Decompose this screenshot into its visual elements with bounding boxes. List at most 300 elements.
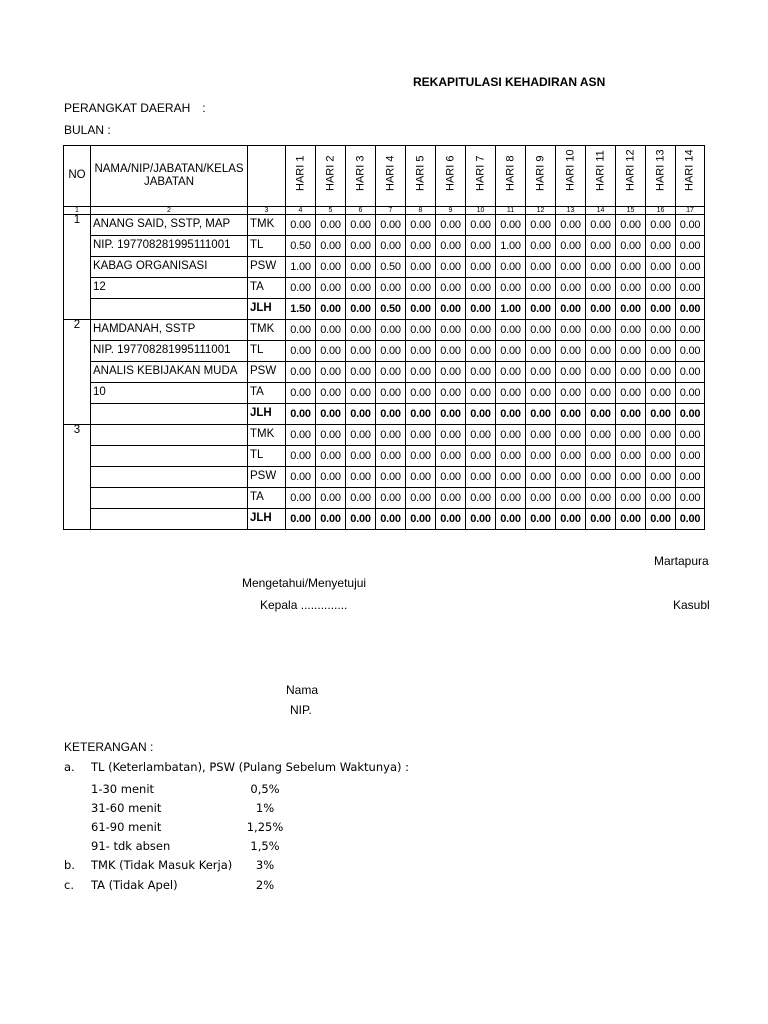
day-value: 0.00 [586,299,616,320]
index-cell-6: 6 [346,207,376,215]
day-value: 0.00 [466,236,496,257]
signature-nip: NIP. [290,703,312,717]
table-row [64,425,705,446]
day-value: 0.00 [526,278,556,299]
month-label: BULAN : [64,123,111,137]
day-value: 0.00 [526,215,556,236]
index-cell-14: 14 [586,207,616,215]
day-value: 0.00 [406,236,436,257]
day-value: 0.00 [646,425,676,446]
table-row [64,446,705,467]
day-value: 0.00 [436,299,466,320]
day-value: 0.00 [646,446,676,467]
record-no: 3 [64,425,91,530]
day-value: 0.00 [466,488,496,509]
day-value: 0.00 [286,467,316,488]
note-label: 31-60 menit [91,801,162,815]
day-value: 0.00 [556,404,586,425]
index-cell-17: 17 [676,207,705,215]
record-info: 12 [91,278,248,299]
record-info [91,509,248,530]
note-marker: b. [64,858,75,872]
org-label [64,101,206,115]
day-value: 0.00 [346,362,376,383]
day-value: 0.00 [496,383,526,404]
document-title: REKAPITULASI KEHADIRAN ASN [413,75,606,89]
header-day-9 [526,146,556,207]
day-value: 0.00 [526,257,556,278]
row-code: TL [248,341,286,362]
day-value: 0.00 [526,362,556,383]
note-value: 1,25% [246,820,284,834]
day-value: 0.00 [406,278,436,299]
day-value: 0.00 [676,467,705,488]
day-value: 0.00 [346,257,376,278]
day-value: 0.00 [646,383,676,404]
day-value: 0.00 [496,215,526,236]
day-value: 0.00 [376,278,406,299]
day-value: 0.00 [586,215,616,236]
day-value: 0.00 [556,425,586,446]
table-row [64,299,705,320]
day-value: 0.00 [286,509,316,530]
note-label: 1-30 menit [91,782,155,796]
day-value: 0.00 [526,341,556,362]
day-value: 0.00 [526,446,556,467]
day-value: 0.50 [376,257,406,278]
day-value: 0.00 [526,299,556,320]
day-value: 0.00 [526,425,556,446]
index-cell-13: 13 [556,207,586,215]
day-value: 0.00 [346,320,376,341]
day-value: 0.00 [616,278,646,299]
day-value: 0.00 [616,446,646,467]
day-value: 0.00 [586,362,616,383]
row-code: PSW [248,467,286,488]
day-value: 0.00 [316,257,346,278]
header-day-2 [316,146,346,207]
day-value: 0.00 [646,299,676,320]
day-value: 0.00 [346,299,376,320]
header-day-label: HARI 14 [683,149,696,191]
day-value: 0.00 [556,236,586,257]
header-day-label: HARI 8 [504,155,516,191]
day-value: 0.00 [286,341,316,362]
day-value: 0.00 [406,362,436,383]
day-value: 0.00 [346,467,376,488]
index-cell-1: 1 [64,207,91,215]
index-cell-9: 9 [436,207,466,215]
day-value: 0.00 [316,509,346,530]
day-value: 0.00 [496,362,526,383]
table-header-row [64,146,705,207]
header-day-10 [556,146,586,207]
row-code: TA [248,488,286,509]
day-value: 0.00 [286,320,316,341]
day-value: 0.00 [346,383,376,404]
note-label: TL (Keterlambatan), PSW (Pulang Sebelum Waktunya) : [91,760,410,774]
record-info [91,299,248,320]
day-value: 0.00 [556,341,586,362]
header-day-label: HARI 2 [324,155,336,191]
day-value: 0.00 [526,488,556,509]
record-info [91,404,248,425]
signature-kasub: Kasubl [673,598,710,612]
table-row [64,467,705,488]
day-value: 0.00 [286,215,316,236]
day-value: 0.00 [616,215,646,236]
day-value: 0.00 [436,320,466,341]
index-cell-10: 10 [466,207,496,215]
header-day-label: HARI 6 [444,155,456,191]
day-value: 0.00 [406,257,436,278]
header-day-6 [436,146,466,207]
table-row [64,488,705,509]
day-value: 0.00 [406,425,436,446]
day-value: 0.00 [556,278,586,299]
day-value: 0.00 [496,341,526,362]
day-value: 0.00 [496,467,526,488]
record-no: 2 [64,320,91,425]
day-value: 0.00 [586,320,616,341]
day-value: 0.00 [436,425,466,446]
day-value: 0.00 [406,215,436,236]
record-info [91,467,248,488]
note-value: 1% [255,801,275,815]
day-value: 0.00 [316,488,346,509]
day-value: 0.00 [526,383,556,404]
record-info [91,446,248,467]
header-day-label: HARI 5 [414,155,426,191]
day-value: 0.00 [496,278,526,299]
table-row [64,362,705,383]
record-info: ANALIS KEBIJAKAN MUDA [91,362,248,383]
note-value: 1,5% [250,839,280,853]
signature-place: Martapura [654,554,709,568]
day-value: 1.00 [496,299,526,320]
header-day-label: HARI 7 [474,155,486,191]
day-value: 0.00 [496,257,526,278]
header-day-label: HARI 4 [384,155,396,191]
table-row [64,383,705,404]
day-value: 1.00 [286,257,316,278]
day-value: 0.00 [376,446,406,467]
day-value: 0.00 [406,467,436,488]
header-day-8 [496,146,526,207]
row-code: TA [248,383,286,404]
day-value: 0.00 [676,425,705,446]
day-value: 0.00 [316,236,346,257]
day-value: 0.00 [436,404,466,425]
day-value: 0.00 [346,446,376,467]
header-day-1 [286,146,316,207]
day-value: 0.00 [406,299,436,320]
day-value: 0.00 [436,488,466,509]
signature-head: Kepala .............. [260,598,348,612]
signature-name: Nama [286,683,319,697]
header-day-label: HARI 3 [354,155,366,191]
day-value: 0.00 [586,425,616,446]
table-row [64,404,705,425]
record-no: 1 [64,215,91,320]
day-value: 0.00 [466,446,496,467]
day-value: 0.00 [286,362,316,383]
day-value: 0.00 [586,278,616,299]
day-value: 0.00 [616,467,646,488]
day-value: 0.00 [376,236,406,257]
day-value: 0.00 [376,362,406,383]
day-value: 0.00 [556,320,586,341]
row-code: PSW [248,362,286,383]
record-info: KABAG ORGANISASI [91,257,248,278]
day-value: 0.00 [466,383,496,404]
day-value: 0.00 [556,383,586,404]
day-value: 0.00 [466,362,496,383]
header-day-5 [406,146,436,207]
table-row [64,278,705,299]
day-value: 0.00 [286,404,316,425]
table-row [64,236,705,257]
day-value: 0.00 [616,341,646,362]
note-marker: a. [64,760,75,774]
day-value: 0.00 [286,383,316,404]
day-value: 0.00 [316,383,346,404]
day-value: 0.00 [676,278,705,299]
day-value: 0.00 [586,467,616,488]
day-value: 0.00 [676,446,705,467]
day-value: 0.00 [526,467,556,488]
day-value: 0.50 [376,299,406,320]
day-value: 0.00 [466,467,496,488]
day-value: 0.00 [676,215,705,236]
day-value: 0.00 [406,488,436,509]
day-value: 0.00 [346,278,376,299]
note-value: 2% [255,878,275,892]
header-day-label: HARI 10 [564,149,576,191]
day-value: 0.00 [286,446,316,467]
day-value: 0.00 [646,467,676,488]
day-value: 0.00 [466,278,496,299]
day-value: 0.00 [646,509,676,530]
index-row [64,207,705,215]
row-code: TL [248,236,286,257]
day-value: 0.00 [436,509,466,530]
day-value: 0.00 [466,215,496,236]
day-value: 0.00 [376,404,406,425]
day-value: 0.00 [676,509,705,530]
day-value: 0.00 [286,278,316,299]
day-value: 0.00 [436,467,466,488]
index-cell-5: 5 [316,207,346,215]
row-code: JLH [248,509,286,530]
day-value: 0.00 [376,341,406,362]
table-row [64,215,705,236]
day-value: 0.00 [556,509,586,530]
day-value: 0.00 [556,446,586,467]
day-value: 0.00 [586,341,616,362]
note-label: TMK (Tidak Masuk Kerja) [91,858,233,872]
index-cell-2: 2 [91,207,248,215]
table-row [64,257,705,278]
day-value: 0.00 [346,215,376,236]
index-cell-12: 12 [526,207,556,215]
day-value: 0.00 [316,278,346,299]
day-value: 0.00 [676,299,705,320]
day-value: 0.00 [466,509,496,530]
day-value: 0.00 [526,320,556,341]
index-cell-4: 4 [286,207,316,215]
day-value: 0.00 [406,383,436,404]
day-value: 0.00 [496,488,526,509]
day-value: 0.00 [496,404,526,425]
day-value: 0.00 [676,341,705,362]
day-value: 0.00 [346,404,376,425]
header-name: NAMA/NIP/JABATAN/KELAS JABATAN [91,146,248,207]
header-day-11 [586,146,616,207]
row-code: TMK [248,320,286,341]
day-value: 0.00 [676,320,705,341]
day-value: 0.00 [676,404,705,425]
day-value: 0.00 [376,509,406,530]
day-value: 0.00 [466,257,496,278]
index-cell-8: 8 [406,207,436,215]
day-value: 0.00 [676,383,705,404]
day-value: 0.00 [526,404,556,425]
record-info [91,488,248,509]
record-info: NIP. 197708281995111001 [91,341,248,362]
day-value: 0.00 [646,257,676,278]
header-day-4 [376,146,406,207]
day-value: 0.00 [616,362,646,383]
header-day-label: HARI 13 [654,149,666,191]
day-value: 0.00 [556,257,586,278]
index-cell-7: 7 [376,207,406,215]
day-value: 0.00 [616,257,646,278]
day-value: 0.00 [436,383,466,404]
note-label: TA (Tidak Apel) [91,878,178,892]
day-value: 0.00 [496,425,526,446]
day-value: 0.00 [406,509,436,530]
day-value: 0.00 [316,320,346,341]
day-value: 0.00 [346,341,376,362]
day-value: 0.00 [436,446,466,467]
day-value: 0.00 [316,404,346,425]
day-value: 0.00 [496,446,526,467]
day-value: 0.00 [376,320,406,341]
day-value: 0.00 [646,320,676,341]
day-value: 0.50 [286,236,316,257]
day-value: 0.00 [646,488,676,509]
day-value: 0.00 [346,509,376,530]
day-value: 0.00 [436,236,466,257]
day-value: 0.00 [586,404,616,425]
day-value: 0.00 [526,509,556,530]
header-day-label: HARI 12 [624,149,636,191]
header-code-blank [248,146,286,207]
header-day-7 [466,146,496,207]
day-value: 0.00 [466,341,496,362]
index-cell-3: 3 [248,207,286,215]
header-day-3 [346,146,376,207]
day-value: 0.00 [406,320,436,341]
table-row [64,341,705,362]
day-value: 0.00 [496,320,526,341]
day-value: 0.00 [436,215,466,236]
day-value: 0.00 [646,341,676,362]
day-value: 0.00 [316,446,346,467]
day-value: 0.00 [616,236,646,257]
day-value: 0.00 [556,299,586,320]
note-label: 91- tdk absen [91,839,171,853]
day-value: 0.00 [406,404,436,425]
header-day-13 [646,146,676,207]
day-value: 0.00 [616,383,646,404]
day-value: 0.00 [556,215,586,236]
row-code: TMK [248,425,286,446]
day-value: 0.00 [646,404,676,425]
day-value: 0.00 [496,509,526,530]
day-value: 0.00 [676,362,705,383]
day-value: 0.00 [466,299,496,320]
day-value: 0.00 [556,362,586,383]
day-value: 0.00 [466,425,496,446]
day-value: 0.00 [646,278,676,299]
table-row [64,509,705,530]
note-label: 61-90 menit [91,820,162,834]
day-value: 0.00 [676,257,705,278]
day-value: 0.00 [616,404,646,425]
day-value: 0.00 [316,215,346,236]
day-value: 0.00 [466,320,496,341]
day-value: 0.00 [586,488,616,509]
note-value: 3% [255,858,275,872]
day-value: 0.00 [406,341,436,362]
day-value: 0.00 [406,446,436,467]
index-cell-15: 15 [616,207,646,215]
day-value: 0.00 [436,257,466,278]
day-value: 0.00 [616,299,646,320]
attendance-table [63,145,705,530]
day-value: 0.00 [376,488,406,509]
row-code: JLH [248,299,286,320]
day-value: 0.00 [436,278,466,299]
org-colon: : [202,101,206,115]
record-info: NIP. 197708281995111001 [91,236,248,257]
header-day-label: HARI 1 [294,155,306,191]
day-value: 0.00 [376,383,406,404]
day-value: 0.00 [646,362,676,383]
notes-heading: KETERANGAN : [64,740,154,754]
header-no: NO [64,146,91,207]
header-day-label: HARI 11 [594,150,606,191]
day-value: 0.00 [676,236,705,257]
record-info: ANANG SAID, SSTP, MAP [91,215,248,236]
day-value: 0.00 [376,467,406,488]
day-value: 0.00 [376,425,406,446]
row-code: TL [248,446,286,467]
index-cell-16: 16 [646,207,676,215]
day-value: 0.00 [616,425,646,446]
day-value: 0.00 [526,236,556,257]
day-value: 0.00 [646,215,676,236]
record-info: 10 [91,383,248,404]
day-value: 0.00 [586,509,616,530]
day-value: 0.00 [346,236,376,257]
day-value: 0.00 [316,467,346,488]
row-code: TA [248,278,286,299]
row-code: JLH [248,404,286,425]
day-value: 0.00 [346,425,376,446]
